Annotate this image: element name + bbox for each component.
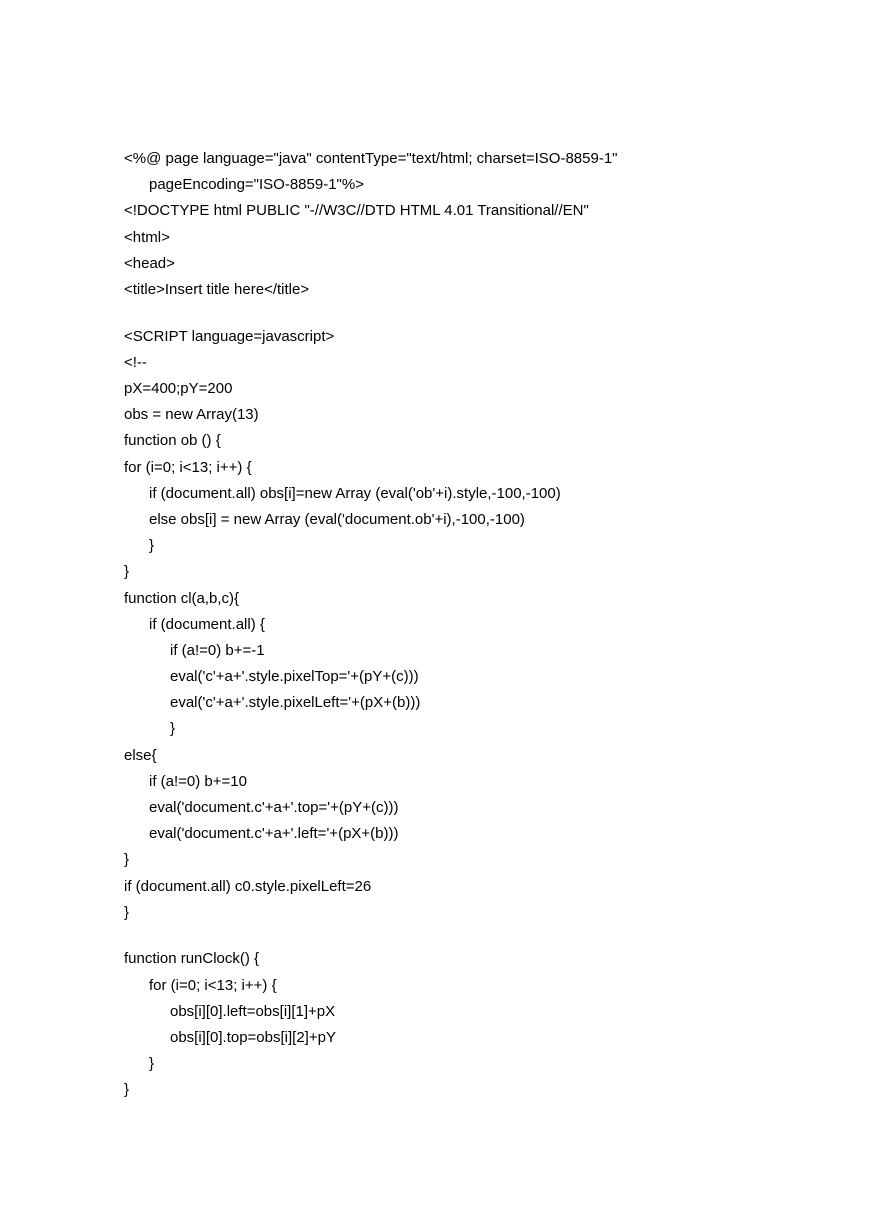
code-line: pX=400;pY=200	[124, 380, 233, 397]
code-line: <!DOCTYPE html PUBLIC "-//W3C//DTD HTML 4.01 Transitional//EN"	[124, 202, 589, 220]
code-line: for (i=0; i<13; i++) {	[149, 976, 277, 994]
blank-line	[124, 926, 844, 947]
code-line: function cl(a,b,c){	[124, 589, 240, 607]
code-line: <title>Insert title here</title>	[124, 280, 310, 298]
code-line: else obs[i] = new Array (eval('document.ob'+i),-100,-100)	[149, 510, 525, 528]
code-line: }	[124, 563, 130, 581]
code-line: function ob () {	[124, 432, 221, 450]
code-line: function runClock() {	[124, 950, 260, 968]
code-line: <SCRIPT language=javascript>	[124, 327, 335, 345]
code-line: <html>	[124, 228, 170, 246]
code-line: }	[124, 851, 130, 869]
code-line: obs[i][0].top=obs[i][2]+pY	[170, 1029, 336, 1046]
code-line: eval('c'+a+'.style.pixelLeft='+(pX+(b)))	[170, 694, 421, 712]
code-line: obs = new Array(13)	[124, 406, 259, 424]
code-listing	[124, 146, 844, 1104]
code-line: for (i=0; i<13; i++) {	[124, 458, 252, 476]
code-line: }	[124, 903, 130, 921]
code-line: eval('document.c'+a+'.top='+(pY+(c)))	[149, 799, 399, 816]
code-line: <%@ page language="java" contentType="text/html; charset=ISO-8859-1"	[124, 150, 618, 167]
code-line: else{	[124, 746, 157, 764]
code-line: if (document.all) obs[i]=new Array (eval('ob'+i).style,-100,-100)	[149, 484, 561, 502]
code-line: if (document.all) {	[149, 615, 265, 633]
code-line: <!--	[124, 353, 147, 371]
code-line: if (a!=0) b+=-1	[170, 641, 265, 659]
code-line: if (a!=0) b+=10	[149, 772, 247, 790]
code-line: }	[124, 1081, 130, 1099]
code-line: <head>	[124, 254, 175, 272]
code-line: }	[149, 1055, 155, 1073]
blank-line	[124, 303, 844, 324]
code-line: eval('c'+a+'.style.pixelTop='+(pY+(c)))	[170, 668, 419, 686]
code-line: }	[170, 720, 176, 738]
code-line: }	[149, 537, 155, 555]
code-line: if (document.all) c0.style.pixelLeft=26	[124, 877, 372, 895]
code-line: eval('document.c'+a+'.left='+(pX+(b)))	[149, 825, 399, 843]
code-line: obs[i][0].left=obs[i][1]+pX	[170, 1002, 336, 1020]
code-line: pageEncoding="ISO-8859-1"%>	[149, 176, 364, 194]
